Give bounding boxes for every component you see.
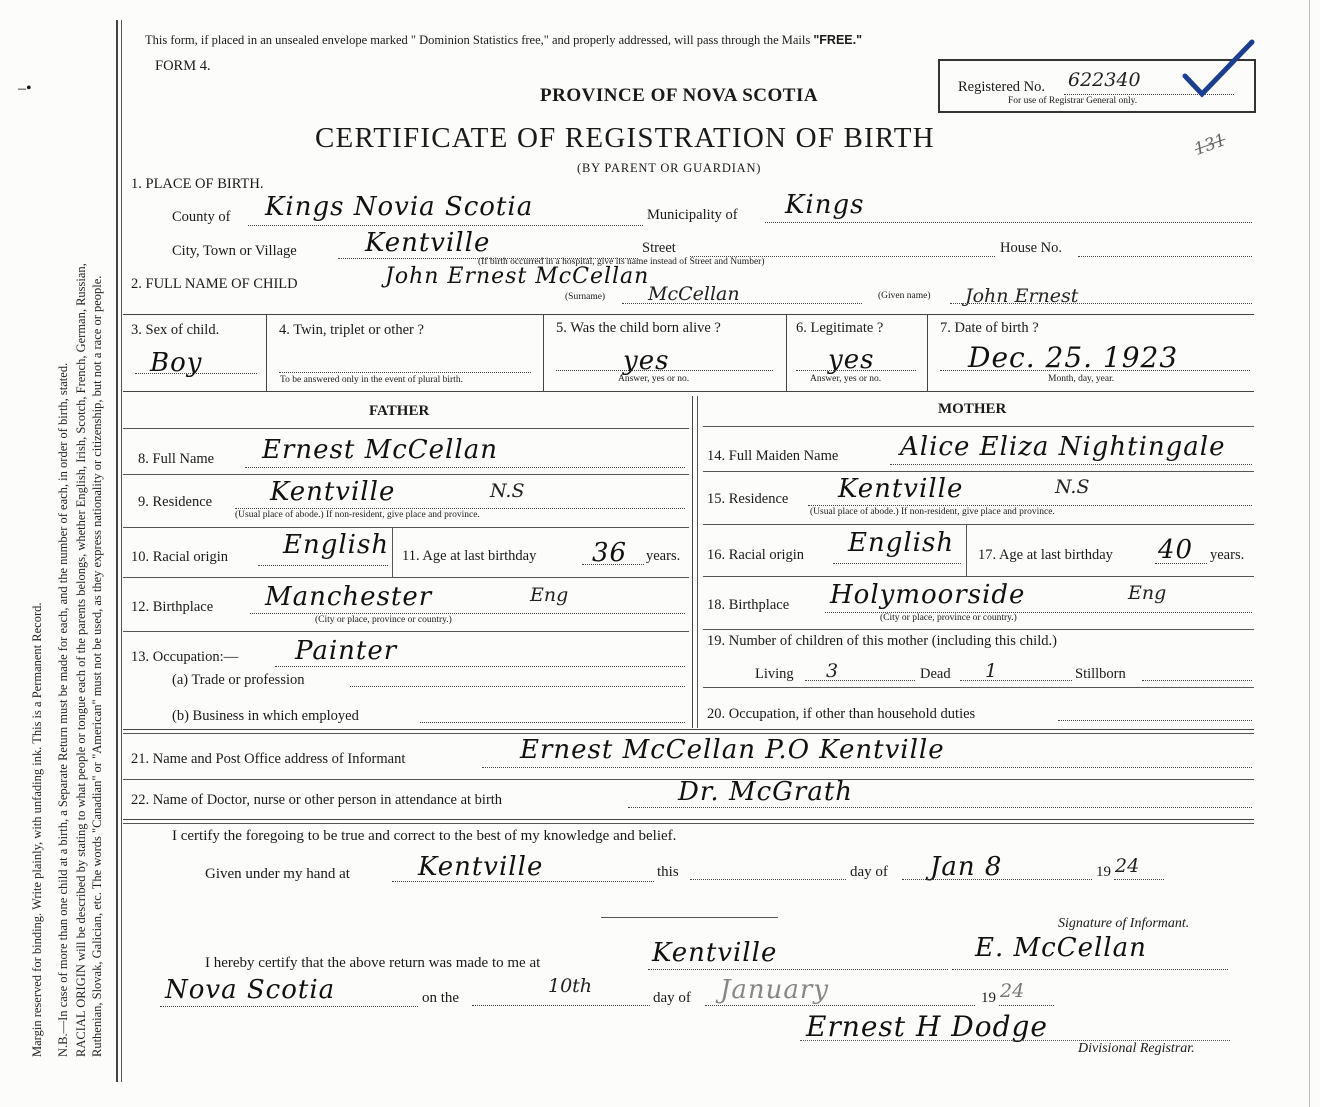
mother-birthplace-note: (City or place, province or country.) — [880, 613, 1017, 623]
mother-age-unit: years. — [1210, 547, 1245, 563]
informant-value: Ernest McCellan P.O Kentville — [520, 735, 945, 765]
city-value: Kentville — [365, 228, 491, 258]
informant-signature-label: Signature of Informant. — [1058, 916, 1190, 931]
day-of-label: day of — [850, 864, 888, 880]
father-birthplace-label: 12. Birthplace — [131, 599, 214, 615]
municipality-label: Municipality of — [647, 207, 738, 223]
mother-name-label: 14. Full Maiden Name — [707, 448, 839, 464]
certify-year-prefix: 19 — [1096, 864, 1111, 880]
margin-line-1: Margin reserved for binding. Write plainly, with unfading ink. This is a Permanent Record. — [30, 602, 44, 1057]
father-race-value: English — [283, 530, 390, 560]
registered-no-label: Registered No. — [958, 79, 1045, 95]
legitimate-value: yes — [828, 345, 875, 375]
registrar-day-value: 10th — [548, 975, 593, 997]
registrar-year-value: 24 — [1000, 980, 1025, 1002]
surname-value: McCellan — [648, 283, 740, 305]
dob-value: Dec. 25. 1923 — [968, 341, 1179, 374]
house-no-label: House No. — [1000, 240, 1063, 256]
registrar-signature-label: Divisional Registrar. — [1078, 1041, 1195, 1056]
stillborn-label: Stillborn — [1075, 666, 1126, 682]
certificate-title: CERTIFICATE OF REGISTRATION OF BIRTH — [315, 122, 935, 154]
registrar-signature-value: Ernest H Dodge — [806, 1010, 1048, 1043]
father-occupation-label: 13. Occupation:— — [131, 649, 239, 665]
mother-occupation-label: 20. Occupation, if other than household duties — [707, 706, 976, 722]
twin-note: To be answered only in the event of plural birth. — [280, 375, 463, 385]
certify-statement: I certify the foregoing to be true and correct to the best of my knowledge and belief. — [172, 828, 677, 844]
margin-line-2: N.B.—In case of more than one child at a birth, a Separate Return must be made for each, and the number of each, in order of birth, stated. — [56, 362, 70, 1057]
father-age-label: 11. Age at last birthday — [402, 548, 537, 564]
father-birthplace-country: Eng — [530, 584, 569, 606]
mother-race-value: English — [848, 528, 955, 558]
father-birthplace-value: Manchester — [265, 582, 433, 612]
mother-birthplace-value: Holymoorside — [830, 580, 1026, 610]
mother-residence-value: Kentville — [838, 474, 964, 504]
mail-note: This form, if placed in an unsealed envelope marked " Dominion Statistics free," and properly addressed, will pass through the Mails "FREE." — [145, 33, 863, 47]
certify-day-value: Jan 8 — [930, 852, 1003, 882]
given-name-label: (Given name) — [878, 291, 931, 301]
registrar-only-note: For use of Registrar General only. — [1008, 96, 1138, 106]
dob-note: Month, day, year. — [1048, 374, 1115, 384]
father-occupation-a-label: (a) Trade or profession — [172, 672, 305, 688]
father-name-value: Ernest McCellan — [262, 435, 498, 465]
given-under-label: Given under my hand at — [205, 866, 350, 882]
mother-age-value: 40 — [1158, 535, 1194, 565]
doctor-label: 22. Name of Doctor, nurse or other person in attendance at birth — [131, 792, 503, 808]
twin-label: 4. Twin, triplet or other ? — [279, 322, 424, 338]
informant-label: 21. Name and Post Office address of Informant — [131, 751, 406, 767]
legitimate-note: Answer, yes or no. — [810, 374, 882, 384]
this-label: this — [657, 864, 679, 880]
registrar-day-of-label: day of — [653, 990, 691, 1006]
municipality-value: Kings — [785, 190, 865, 220]
alive-note: Answer, yes or no. — [618, 374, 690, 384]
hospital-note: (If birth occurred in a hospital, give its name instead of Street and Number) — [478, 257, 765, 267]
father-heading: FATHER — [369, 403, 430, 419]
living-label: Living — [755, 666, 794, 682]
given-place-value: Kentville — [418, 852, 544, 882]
struck-mark: 131 — [1191, 130, 1229, 160]
dead-label: Dead — [920, 666, 951, 682]
mother-name-value: Alice Eliza Nightingale — [900, 432, 1226, 462]
mother-heading: MOTHER — [938, 401, 1007, 417]
form-number: FORM 4. — [155, 58, 211, 74]
doctor-value: Dr. McGrath — [678, 777, 854, 807]
street-label: Street — [642, 240, 676, 256]
mother-birthplace-country: Eng — [1128, 582, 1167, 604]
ink-mark: –• — [18, 80, 32, 97]
mother-age-label: 17. Age at last birthday — [978, 547, 1113, 563]
father-race-label: 10. Racial origin — [131, 549, 229, 565]
father-name-label: 8. Full Name — [138, 451, 215, 467]
father-age-unit: years. — [646, 548, 681, 564]
binding-line-2 — [121, 20, 122, 1082]
registered-no-value: 622340 — [1068, 69, 1141, 91]
mother-residence-note: (Usual place of abode.) If non-resident, give place and province. — [810, 507, 1055, 517]
checkmark-icon — [1180, 36, 1260, 106]
father-residence-label: 9. Residence — [138, 494, 213, 510]
father-age-value: 36 — [592, 538, 628, 568]
father-residence-value: Kentville — [270, 477, 396, 507]
alive-value: yes — [623, 346, 670, 376]
mother-residence-label: 15. Residence — [707, 491, 789, 507]
informant-signature-value: E. McCellan — [975, 933, 1147, 963]
father-occupation-b-label: (b) Business in which employed — [172, 708, 359, 724]
place-of-birth-label: 1. PLACE OF BIRTH. — [131, 176, 264, 192]
mother-birthplace-label: 18. Birthplace — [707, 597, 790, 613]
living-value: 3 — [826, 660, 839, 682]
father-residence-province: N.S — [490, 480, 525, 502]
registrar-statement: I hereby certify that the above return was made to me at — [205, 955, 541, 971]
sex-value: Boy — [150, 348, 203, 378]
given-name-value: John Ernest — [965, 285, 1079, 307]
child-name-label: 2. FULL NAME OF CHILD — [131, 276, 298, 292]
dob-label: 7. Date of birth ? — [940, 320, 1039, 336]
registrar-year-prefix: 19 — [981, 990, 996, 1006]
father-occupation-value: Painter — [295, 636, 398, 666]
margin-line-4: Ruthenian, Slovak, Galician, etc. The words "Canadian" or "American" must not be used, as they express nationality or citizenship, but not a race or people. — [90, 275, 104, 1057]
alive-label: 5. Was the child born alive ? — [556, 320, 721, 336]
surname-label: (Surname) — [565, 292, 606, 302]
county-label: County of — [172, 209, 231, 225]
right-edge — [1309, 0, 1310, 1107]
mother-residence-province: N.S — [1055, 476, 1090, 498]
binding-line — [116, 20, 118, 1082]
child-name-value: John Ernest McCellan — [385, 264, 650, 289]
city-label: City, Town or Village — [172, 243, 297, 259]
father-birthplace-note: (City or place, province or country.) — [315, 615, 452, 625]
legitimate-label: 6. Legitimate ? — [796, 320, 884, 336]
father-residence-note: (Usual place of abode.) If non-resident, give place and province. — [235, 510, 480, 520]
sex-label: 3. Sex of child. — [131, 322, 220, 338]
registrar-province-value: Nova Scotia — [165, 975, 336, 1005]
mother-race-label: 16. Racial origin — [707, 547, 805, 563]
province-heading: PROVINCE OF NOVA SCOTIA — [540, 85, 819, 106]
margin-notes — [0, 0, 110, 1107]
registrar-month-value: January — [720, 975, 830, 1005]
dead-value: 1 — [985, 660, 998, 682]
mother-children-label: 19. Number of children of this mother (including this child.) — [707, 633, 1057, 649]
county-value: Kings Novia Scotia — [265, 192, 534, 222]
certificate-subtitle: (BY PARENT OR GUARDIAN) — [577, 161, 762, 175]
on-the-label: on the — [422, 990, 460, 1006]
margin-line-3: RACIAL ORIGIN will be described by stating to what people or tongue each of the parents belongs, whether English, Irish, Scotch, French, German, Russian, — [74, 263, 88, 1057]
registrar-place-value: Kentville — [652, 938, 778, 968]
certify-year-value: 24 — [1115, 855, 1140, 877]
